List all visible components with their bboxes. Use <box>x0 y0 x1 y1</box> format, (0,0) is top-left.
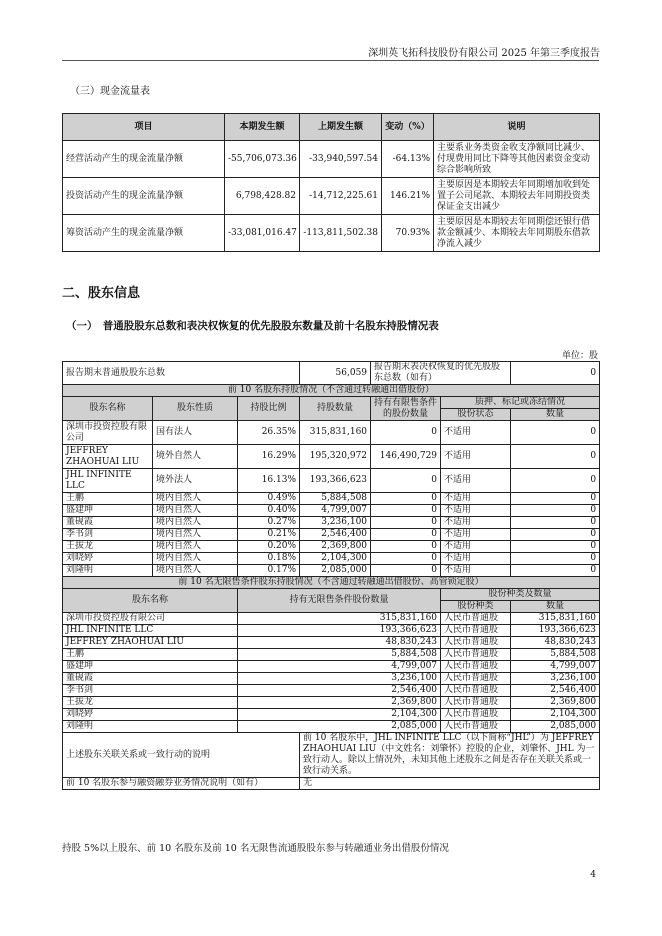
col-header: 持股比例 <box>238 397 300 421</box>
cell: 5,884,508 <box>238 649 441 661</box>
cell: 4,799,007 <box>511 661 600 673</box>
table-row <box>63 649 600 661</box>
cell: 0 <box>511 445 600 469</box>
table-row <box>63 697 600 709</box>
page-number: 4 <box>590 870 596 880</box>
section-title: 二、股东信息 <box>62 286 141 301</box>
cell: 董砚霞 <box>63 673 238 685</box>
cell: 境内自然人 <box>153 493 238 505</box>
col-header: 质押、标记或冻结情况 <box>441 397 600 409</box>
col-header: 持有无限售条件股份数量 <box>238 589 441 613</box>
cell: 李书剑 <box>63 685 238 697</box>
cell: 人民币普通股 <box>441 673 511 685</box>
cell: 0.18% <box>238 553 300 565</box>
cell: 0 <box>511 553 600 565</box>
cell: 境内自然人 <box>153 553 238 565</box>
summary-row <box>63 362 600 385</box>
table-row <box>63 673 600 685</box>
cell: 不适用 <box>441 517 511 529</box>
table-row <box>63 685 600 697</box>
cell: 315,831,160 <box>238 613 441 625</box>
col-header: 持股数量 <box>300 397 371 421</box>
cell: 0 <box>371 505 441 517</box>
financing-row <box>63 778 600 790</box>
col-header: 持有有限售条件的股份数量 <box>371 397 441 421</box>
cell: 146.21% <box>382 178 434 215</box>
cell: 3,236,100 <box>238 673 441 685</box>
cell: JEFFREY ZHAOHUAI LIU <box>63 637 238 649</box>
cell: 3,236,100 <box>300 517 371 529</box>
cell: 315,831,160 <box>511 613 600 625</box>
subsection-title: （一） 普通股股东总数和表决权恢复的优先股股东数量及前十名股东持股情况表 <box>66 320 439 332</box>
unrestricted-header-row <box>63 589 600 601</box>
cell: 董砚霞 <box>63 517 153 529</box>
summary-value: 56,059 <box>300 362 371 385</box>
cell: 盛建坤 <box>63 505 153 517</box>
summary-value: 0 <box>511 362 600 385</box>
cell: 主要系业务类资金收支净额同比减少、付现费用同比下降等其他因素资金变动综合影响所致 <box>434 141 600 178</box>
cell: 刘隆明 <box>63 565 153 577</box>
cell: 0.40% <box>238 505 300 517</box>
cell: 2,085,000 <box>511 721 600 733</box>
cell: 境内自然人 <box>153 505 238 517</box>
cell: 48,830,243 <box>238 637 441 649</box>
cell: 315,831,160 <box>300 421 371 445</box>
cell: 投资活动产生的现金流量净额 <box>63 178 225 215</box>
cell: 主要原因是本期较去年同期增加收到处置子公司尾款、本期较去年同期投资类保证金支出减少 <box>434 178 600 215</box>
cell: 0.20% <box>238 541 300 553</box>
table-row <box>63 565 600 577</box>
cell: 境外法人 <box>153 469 238 493</box>
table-row <box>63 215 600 252</box>
cell: 境外自然人 <box>153 445 238 469</box>
financing-text: 无 <box>300 778 600 790</box>
cell: 16.29% <box>238 445 300 469</box>
cell: 人民币普通股 <box>441 709 511 721</box>
cell: 人民币普通股 <box>441 613 511 625</box>
relations-text: 前 10 名股东中，JHL INFINITE LLC（以下简称“JHL”）为 JEFFREY ZHAOHUAI LIU（中文姓名：刘肇怀）控股的企业，刘肇怀、JHL 为一致行动人。除以上情况外，未知其他上述股东之间是否存在关联关系或一致行动关系。 <box>300 733 600 778</box>
page-header: 深圳英飞拓科技股份有限公司 2025 年第三季度报告 <box>368 48 600 59</box>
cell: 0 <box>371 493 441 505</box>
cell: 0 <box>511 529 600 541</box>
table-row <box>63 445 600 469</box>
cell: 0 <box>511 421 600 445</box>
cell: 不适用 <box>441 493 511 505</box>
cell: 王鹏 <box>63 493 153 505</box>
cash-flow-title: （三）现金流量表 <box>70 86 150 97</box>
cell: 70.93% <box>382 215 434 252</box>
cell: 人民币普通股 <box>441 721 511 733</box>
cell: 王鹏 <box>63 649 238 661</box>
table-row <box>63 421 600 445</box>
summary-label: 报告期末普通股股东总数 <box>63 362 300 385</box>
cell: 境内自然人 <box>153 541 238 553</box>
cell: 48,830,243 <box>511 637 600 649</box>
cell: 0 <box>511 493 600 505</box>
cell: 0 <box>511 541 600 553</box>
cell: JHL INFINITE LLC <box>63 625 238 637</box>
cell: 2,085,000 <box>238 721 441 733</box>
col-header: 股份种类 <box>441 601 511 613</box>
table-row <box>63 661 600 673</box>
cell: -64.13% <box>382 141 434 178</box>
table-row <box>63 505 600 517</box>
cell: 刘晓婷 <box>63 709 238 721</box>
table-row <box>63 493 600 505</box>
cell: 不适用 <box>441 445 511 469</box>
header-divider <box>62 60 599 61</box>
table-row <box>63 141 600 178</box>
cell: 26.35% <box>238 421 300 445</box>
col-header: 数量 <box>511 409 600 421</box>
relations-row <box>63 733 600 778</box>
table-row <box>63 517 600 529</box>
cell: 人民币普通股 <box>441 625 511 637</box>
cell: 5,884,508 <box>511 649 600 661</box>
cell: 不适用 <box>441 421 511 445</box>
cell: 王拔龙 <box>63 697 238 709</box>
cell: 3,236,100 <box>511 673 600 685</box>
cell: 0 <box>371 469 441 493</box>
cell: 不适用 <box>441 529 511 541</box>
cell: -33,940,597.54 <box>300 141 382 178</box>
cell: 经营活动产生的现金流量净额 <box>63 141 225 178</box>
cell: JEFFREY ZHAOHUAI LIU <box>63 445 153 469</box>
summary-label: 报告期末表决权恢复的优先股股东总数（如有） <box>371 362 511 385</box>
col-header: 上期发生额 <box>300 114 382 141</box>
cell: 人民币普通股 <box>441 685 511 697</box>
table-row <box>63 625 600 637</box>
cell: 深圳市投资控股有限公司 <box>63 613 238 625</box>
table-row <box>63 637 600 649</box>
cell: 境内自然人 <box>153 529 238 541</box>
cell: 李书剑 <box>63 529 153 541</box>
table-row <box>63 529 600 541</box>
cell: 主要原因是本期较去年同期偿还银行借款金额减少、本期较去年同期股东借款净流入减少 <box>434 215 600 252</box>
cell: 193,366,623 <box>238 625 441 637</box>
cell: 筹资活动产生的现金流量净额 <box>63 215 225 252</box>
cell: 2,546,400 <box>238 685 441 697</box>
shareholder-table <box>62 361 600 790</box>
cell: -33,081,016.47 <box>225 215 300 252</box>
col-header: 说明 <box>434 114 600 141</box>
cell: 146,490,729 <box>371 445 441 469</box>
cell: 195,320,972 <box>300 445 371 469</box>
col-header: 股份种类及数量 <box>441 589 600 601</box>
cell: 人民币普通股 <box>441 637 511 649</box>
table-row <box>63 709 600 721</box>
cell: 2,104,300 <box>300 553 371 565</box>
cell: 0.49% <box>238 493 300 505</box>
col-header: 股东名称 <box>63 397 153 421</box>
cell: 0.17% <box>238 565 300 577</box>
cell: 2,104,300 <box>511 709 600 721</box>
col-header: 股东性质 <box>153 397 238 421</box>
cell: 国有法人 <box>153 421 238 445</box>
cell: 境内自然人 <box>153 517 238 529</box>
cell: 2,369,800 <box>300 541 371 553</box>
cell: 4,799,007 <box>300 505 371 517</box>
table-row <box>63 178 600 215</box>
cell: 2,546,400 <box>300 529 371 541</box>
footer-text: 持股 5%以上股东、前 10 名股东及前 10 名无限售流通股股东参与转融通业务出借股份情况 <box>62 843 449 854</box>
cell: 0 <box>371 565 441 577</box>
table-row <box>63 553 600 565</box>
table-header-row <box>63 114 600 141</box>
table-row <box>63 541 600 553</box>
cell: 0 <box>511 565 600 577</box>
col-header: 本期发生额 <box>225 114 300 141</box>
cell: -113,811,502.38 <box>300 215 382 252</box>
table-row <box>63 721 600 733</box>
cell: 盛建坤 <box>63 661 238 673</box>
cell: 刘隆明 <box>63 721 238 733</box>
col-header: 数量 <box>511 601 600 613</box>
table-row <box>63 469 600 493</box>
cell: 16.13% <box>238 469 300 493</box>
top10-header-row <box>63 397 600 409</box>
cell: 0 <box>371 553 441 565</box>
cell: 0 <box>511 505 600 517</box>
cell: 0 <box>511 469 600 493</box>
col-header: 项目 <box>63 114 225 141</box>
cell: 王拔龙 <box>63 541 153 553</box>
cell: 0 <box>371 421 441 445</box>
cell: 人民币普通股 <box>441 649 511 661</box>
cash-flow-table <box>62 113 600 252</box>
cell: 不适用 <box>441 541 511 553</box>
col-header: 股东名称 <box>63 589 238 613</box>
col-header: 股份状态 <box>441 409 511 421</box>
col-header: 变动（%） <box>382 114 434 141</box>
cell: 4,799,007 <box>238 661 441 673</box>
cell: 5,884,508 <box>300 493 371 505</box>
cell: 0 <box>371 529 441 541</box>
cell: 193,366,623 <box>300 469 371 493</box>
cell: 0.27% <box>238 517 300 529</box>
cell: 深圳市投资控股有限公司 <box>63 421 153 445</box>
unrestricted-band: 前 10 名无限售条件股东持股情况（不含通过转融通出借股份、高管锁定股） <box>63 577 600 589</box>
cell: 2,085,000 <box>300 565 371 577</box>
table-row <box>63 613 600 625</box>
cell: 境内自然人 <box>153 565 238 577</box>
cell: 不适用 <box>441 553 511 565</box>
cell: 0 <box>371 517 441 529</box>
cell: 刘晓婷 <box>63 553 153 565</box>
relations-label: 上述股东关联关系或一致行动的说明 <box>63 733 300 778</box>
cell: 2,546,400 <box>511 685 600 697</box>
band-row <box>63 577 600 589</box>
financing-label: 前 10 名股东参与融资融券业务情况说明（如有） <box>63 778 300 790</box>
cell: 人民币普通股 <box>441 697 511 709</box>
cell: 6,798,428.82 <box>225 178 300 215</box>
cell: 不适用 <box>441 505 511 517</box>
top10-band: 前 10 名股东持股情况（不含通过转融通出借股份） <box>63 385 600 397</box>
unit-label: 单位：股 <box>561 351 598 361</box>
cell: 不适用 <box>441 565 511 577</box>
cell: 人民币普通股 <box>441 661 511 673</box>
cell: 0 <box>371 541 441 553</box>
cell: -14,712,225.61 <box>300 178 382 215</box>
cell: 2,369,800 <box>238 697 441 709</box>
cell: 不适用 <box>441 469 511 493</box>
cell: JHL INFINITE LLC <box>63 469 153 493</box>
cell: 0 <box>511 517 600 529</box>
cell: 193,366,623 <box>511 625 600 637</box>
cell: 2,104,300 <box>238 709 441 721</box>
band-row <box>63 385 600 397</box>
cell: 2,369,800 <box>511 697 600 709</box>
cell: 0.21% <box>238 529 300 541</box>
cell: -55,706,073.36 <box>225 141 300 178</box>
